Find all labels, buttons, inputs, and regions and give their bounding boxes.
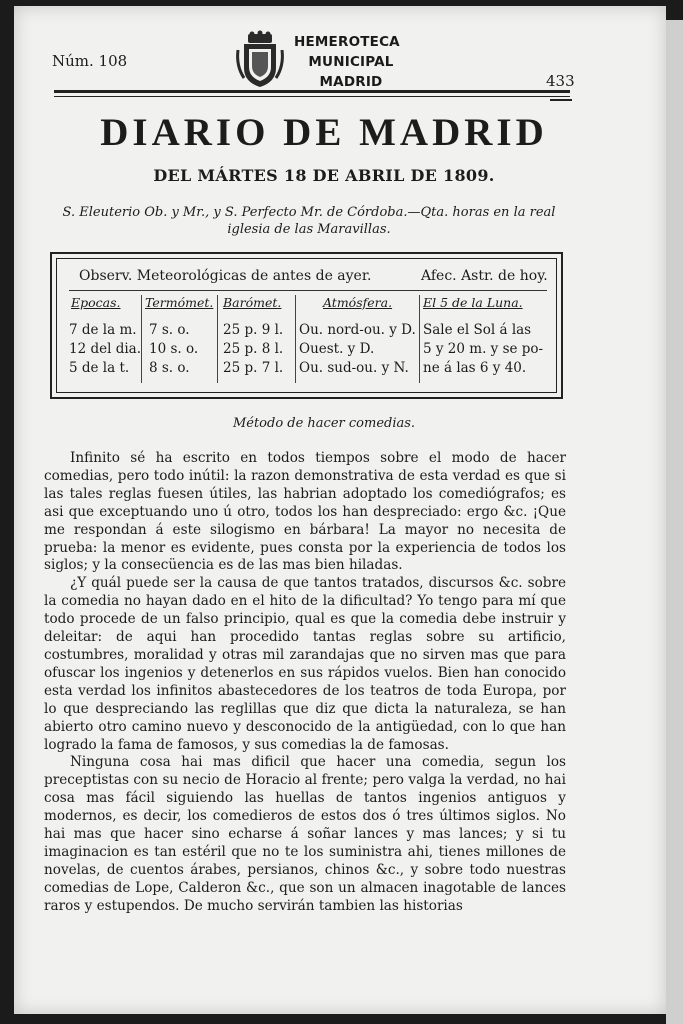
weather-table-frame [56,258,557,393]
table-cell: Ou. nord-ou. y D. [299,322,416,338]
header-rule [550,99,572,101]
table-rule [69,290,547,291]
stamp-line: HEMEROTECA [294,34,400,50]
weather-title: Observ. Meteorológicas de antes de ayer. [79,268,372,284]
column-header: Epocas. [71,295,121,310]
issue-date: DEL MÁRTES 18 DE ABRIL DE 1809. [153,166,495,185]
table-cell: 25 p. 8 l. [223,341,284,357]
column-header: El 5 de la Luna. [423,295,523,310]
paragraph: ¿Y quál puede ser la causa de que tantos tratados, discursos &c. sobre la comedia no hayan dado en el hito de la dificultad? Yo tengo para mí que todo procede de un falso principio, qual es que la comedia debe instruir y deleitar: de aqui han procedido tantas reglas sobre su artificio, costumbres, moralidad y otras mil zarandajas que no sirven mas que para ofuscar los ingenios y detenerlos en sus rápidos vuelos. Bien han conocido esta verdad los infinitos abastecedores de los teatros de toda Europa, por lo que despreciando las reglillas que diz que dicta la naturaleza, se han abierto otro camino nuevo y desconocido de la antigüedad, con lo que han logrado la fama de famosos, y sus comedias la de famosas. [44,575,566,753]
saints-of-day [44,204,574,238]
article-body [44,450,566,916]
table-cell: 7 s. o. [149,322,190,338]
table-cell: 5 de la t. [69,360,130,376]
table-cell: 25 p. 9 l. [223,322,284,338]
column-header: Atmósfera. [323,295,393,310]
column-divider [419,295,420,383]
table-cell: Sale el Sol á las [423,322,532,338]
column-divider [217,295,218,383]
astro-title: Afec. Astr. de hoy. [421,268,548,284]
paragraph: Infinito sé ha escrito en todos tiempos sobre el modo de hacer comedias, pero todo inútil: la razon demonstrativa de esta verdad es que si las tales reglas fuesen útiles, las habrian adoptado los comediógrafos; es asi que exceptuando uno ú otro, todos los han despreciado: ergo &c. ¡Que me respondan á este silogismo en bárbara! La mayor no necesita de prueba: la menor es evidente, pues consta por la experiencia de todos los siglos; y la consecüencia es de las mas bien hiladas. [44,450,566,574]
header-rule [54,96,570,97]
table-cell: ne á las 6 y 40. [423,360,527,376]
header-rule [54,90,570,93]
page-edge [666,20,683,1024]
column-divider [295,295,296,383]
table-cell: 5 y 20 m. y se po- [423,341,544,357]
stamp-text [288,32,414,92]
table-cell: 7 de la m. [69,322,137,338]
column-divider [141,295,142,383]
library-stamp [230,26,410,100]
table-cell: 12 del dia. [69,341,142,357]
stamp-line: MADRID [319,74,383,90]
saints-line: iglesia de las Maravillas. [227,222,391,237]
coat-of-arms-icon [234,30,286,90]
column-header: Barómet. [223,295,282,310]
stamp-line: MUNICIPAL [308,54,394,70]
page-number: 433 [546,72,575,90]
table-cell: 8 s. o. [149,360,190,376]
table-cell: Ou. sud-ou. y N. [299,360,409,376]
paragraph: Ninguna cosa hai mas dificil que hacer una comedia, segun los preceptistas con su necio de Horacio al frente; pero valga la verdad, no hai cosa mas fácil siguiendo las huellas de tantos ingenios antiguos y modernos, es decir, los comedieros de estos dos ó tres últimos siglos. No hai mas que hacer sino echarse á soñar lances y mas lances; y si tu imaginacion es tan estéril que no te los suministra ahi, tienes millones de novelas, de cuentos árabes, persianos, chinos &c., y sobre todo nuestras comedias de Lope, Calderon &c., que son un almacen inagotable de lances raros y estupendos. De mucho servirán tambien las historias [44,754,566,914]
weather-table [50,252,563,399]
newspaper-page [14,6,666,1014]
column-header: Termómet. [145,295,214,310]
newspaper-title: DIARIO DE MADRID [100,111,548,154]
table-cell: Ouest. y D. [299,341,375,357]
table-cell: 10 s. o. [149,341,199,357]
saints-line: S. Eleuterio Ob. y Mr., y S. Perfecto Mr. de Córdoba.—Qta. horas en la real [62,205,556,220]
issue-number: Núm. 108 [52,52,128,70]
table-cell: 25 p. 7 l. [223,360,284,376]
article-title: Método de hacer comedias. [232,416,416,431]
